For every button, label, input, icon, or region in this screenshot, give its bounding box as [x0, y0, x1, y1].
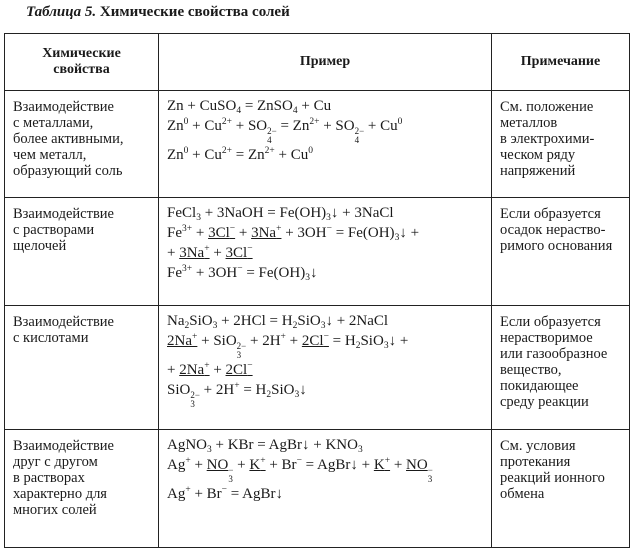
note-cell	[492, 91, 630, 198]
header-property: Химические свойства	[5, 34, 159, 91]
property-line: с растворами	[13, 222, 95, 238]
note-line: или газообразное	[500, 346, 608, 362]
equation-line: SiO 2− 3 + $2H^+ = H_2SiO_3↓$	[167, 381, 307, 409]
property-line: многих солей	[13, 502, 97, 518]
equation-line: Zn + CuSO$_4$ = ZnSO$_4$ + Cu	[167, 98, 332, 116]
note-line: См. условия	[500, 438, 576, 454]
property-line: характерно для	[13, 486, 107, 502]
example-cell	[159, 430, 492, 548]
property-cell	[5, 91, 159, 198]
table-row	[5, 430, 630, 548]
note-line: в электрохими-	[500, 131, 595, 147]
note-line: протекания	[500, 454, 571, 470]
table-number: Таблица 5.	[26, 4, 97, 20]
note-line: покидающее	[500, 378, 579, 394]
note-line: вещество,	[500, 362, 562, 378]
table-title: Химические свойства солей	[99, 4, 290, 20]
equation-line: $Fe^{3+} + 3OH^-$ = $Fe(OH)_3↓$	[167, 264, 318, 283]
note-line: Если образуется	[500, 314, 601, 330]
equation-line: AgNO$_3$ + KBr = AgBr↓ + $KNO_3$	[167, 437, 363, 455]
property-line: в растворах	[13, 470, 85, 486]
note-line: напряжений	[500, 163, 576, 179]
table-row	[5, 91, 630, 198]
property-cell	[5, 430, 159, 548]
note-line: осадок нераство-	[500, 222, 606, 238]
note-line: обмена	[500, 486, 545, 502]
table-row	[5, 198, 630, 306]
note-line: Если образуется	[500, 206, 601, 222]
example-cell	[159, 306, 492, 430]
example-cell	[159, 91, 492, 198]
note-line: среду реакции	[500, 394, 589, 410]
property-line: образующий соль	[13, 163, 123, 179]
note-cell	[492, 198, 630, 306]
property-cell	[5, 198, 159, 306]
property-line: Взаимодействие	[13, 206, 114, 222]
equation-line: Ag+ + NO − 3 + K+ + Br− = AgBr↓ + K+ + NO − 3	[167, 456, 433, 484]
equation-line: $Fe^{3+} + 3Cl^- + 3Na^+ + 3OH^-$ = $Fe(OH)_3↓$ +	[167, 224, 420, 243]
property-line: Взаимодействие	[13, 99, 114, 115]
equation-line: + 2Na+ + 2Cl−	[167, 361, 253, 378]
property-line: с кислотами	[13, 330, 89, 346]
property-line: чем металл,	[13, 147, 87, 163]
table-caption	[26, 4, 290, 21]
equation-line: 2Na+ + SiO 2− 3 + $2H^+ + 2Cl^- = H_2SiO_3↓$ +	[167, 332, 409, 360]
table-row	[5, 306, 630, 430]
salts-properties-table	[4, 33, 630, 548]
equation-line: + 3Na+ + 3Cl−	[167, 244, 253, 261]
note-line: римого основания	[500, 238, 613, 254]
note-line: нерастворимое	[500, 330, 593, 346]
equation-line: $Zn^0 + Cu^{2+}$ + SO 2− 4 = $Zn^{2+}$ + SO 2− 4 + $Cu^0$	[167, 117, 403, 145]
property-line: Взаимодействие	[13, 314, 114, 330]
equation-line: Ag+ + Br− = AgBr↓	[167, 485, 283, 502]
note-line: ческом ряду	[500, 147, 576, 163]
property-line: щелочей	[13, 238, 67, 254]
property-line: друг с другом	[13, 454, 98, 470]
equation-line: FeCl$_3$ + 3NaOH = $Fe(OH)_3↓$ + 3NaCl	[167, 205, 394, 223]
note-line: реакций ионного	[500, 470, 605, 486]
note-line: См. положение	[500, 99, 594, 115]
property-line: Взаимодействие	[13, 438, 114, 454]
property-cell	[5, 306, 159, 430]
header-example: Пример	[159, 34, 492, 91]
header-note: Примечание	[492, 34, 630, 91]
note-cell	[492, 306, 630, 430]
note-cell	[492, 430, 630, 548]
note-line: металлов	[500, 115, 558, 131]
equation-line: $Zn^0 + Cu^{2+} = Zn^{2+} + Cu^0$	[167, 146, 313, 163]
property-line: более активными,	[13, 131, 124, 147]
equation-line: $Na_2SiO_3 + 2HCl$ = $H_2SiO_3↓$ + 2NaCl	[167, 313, 389, 331]
example-cell	[159, 198, 492, 306]
property-line: с металлами,	[13, 115, 94, 131]
header-row	[5, 34, 630, 91]
